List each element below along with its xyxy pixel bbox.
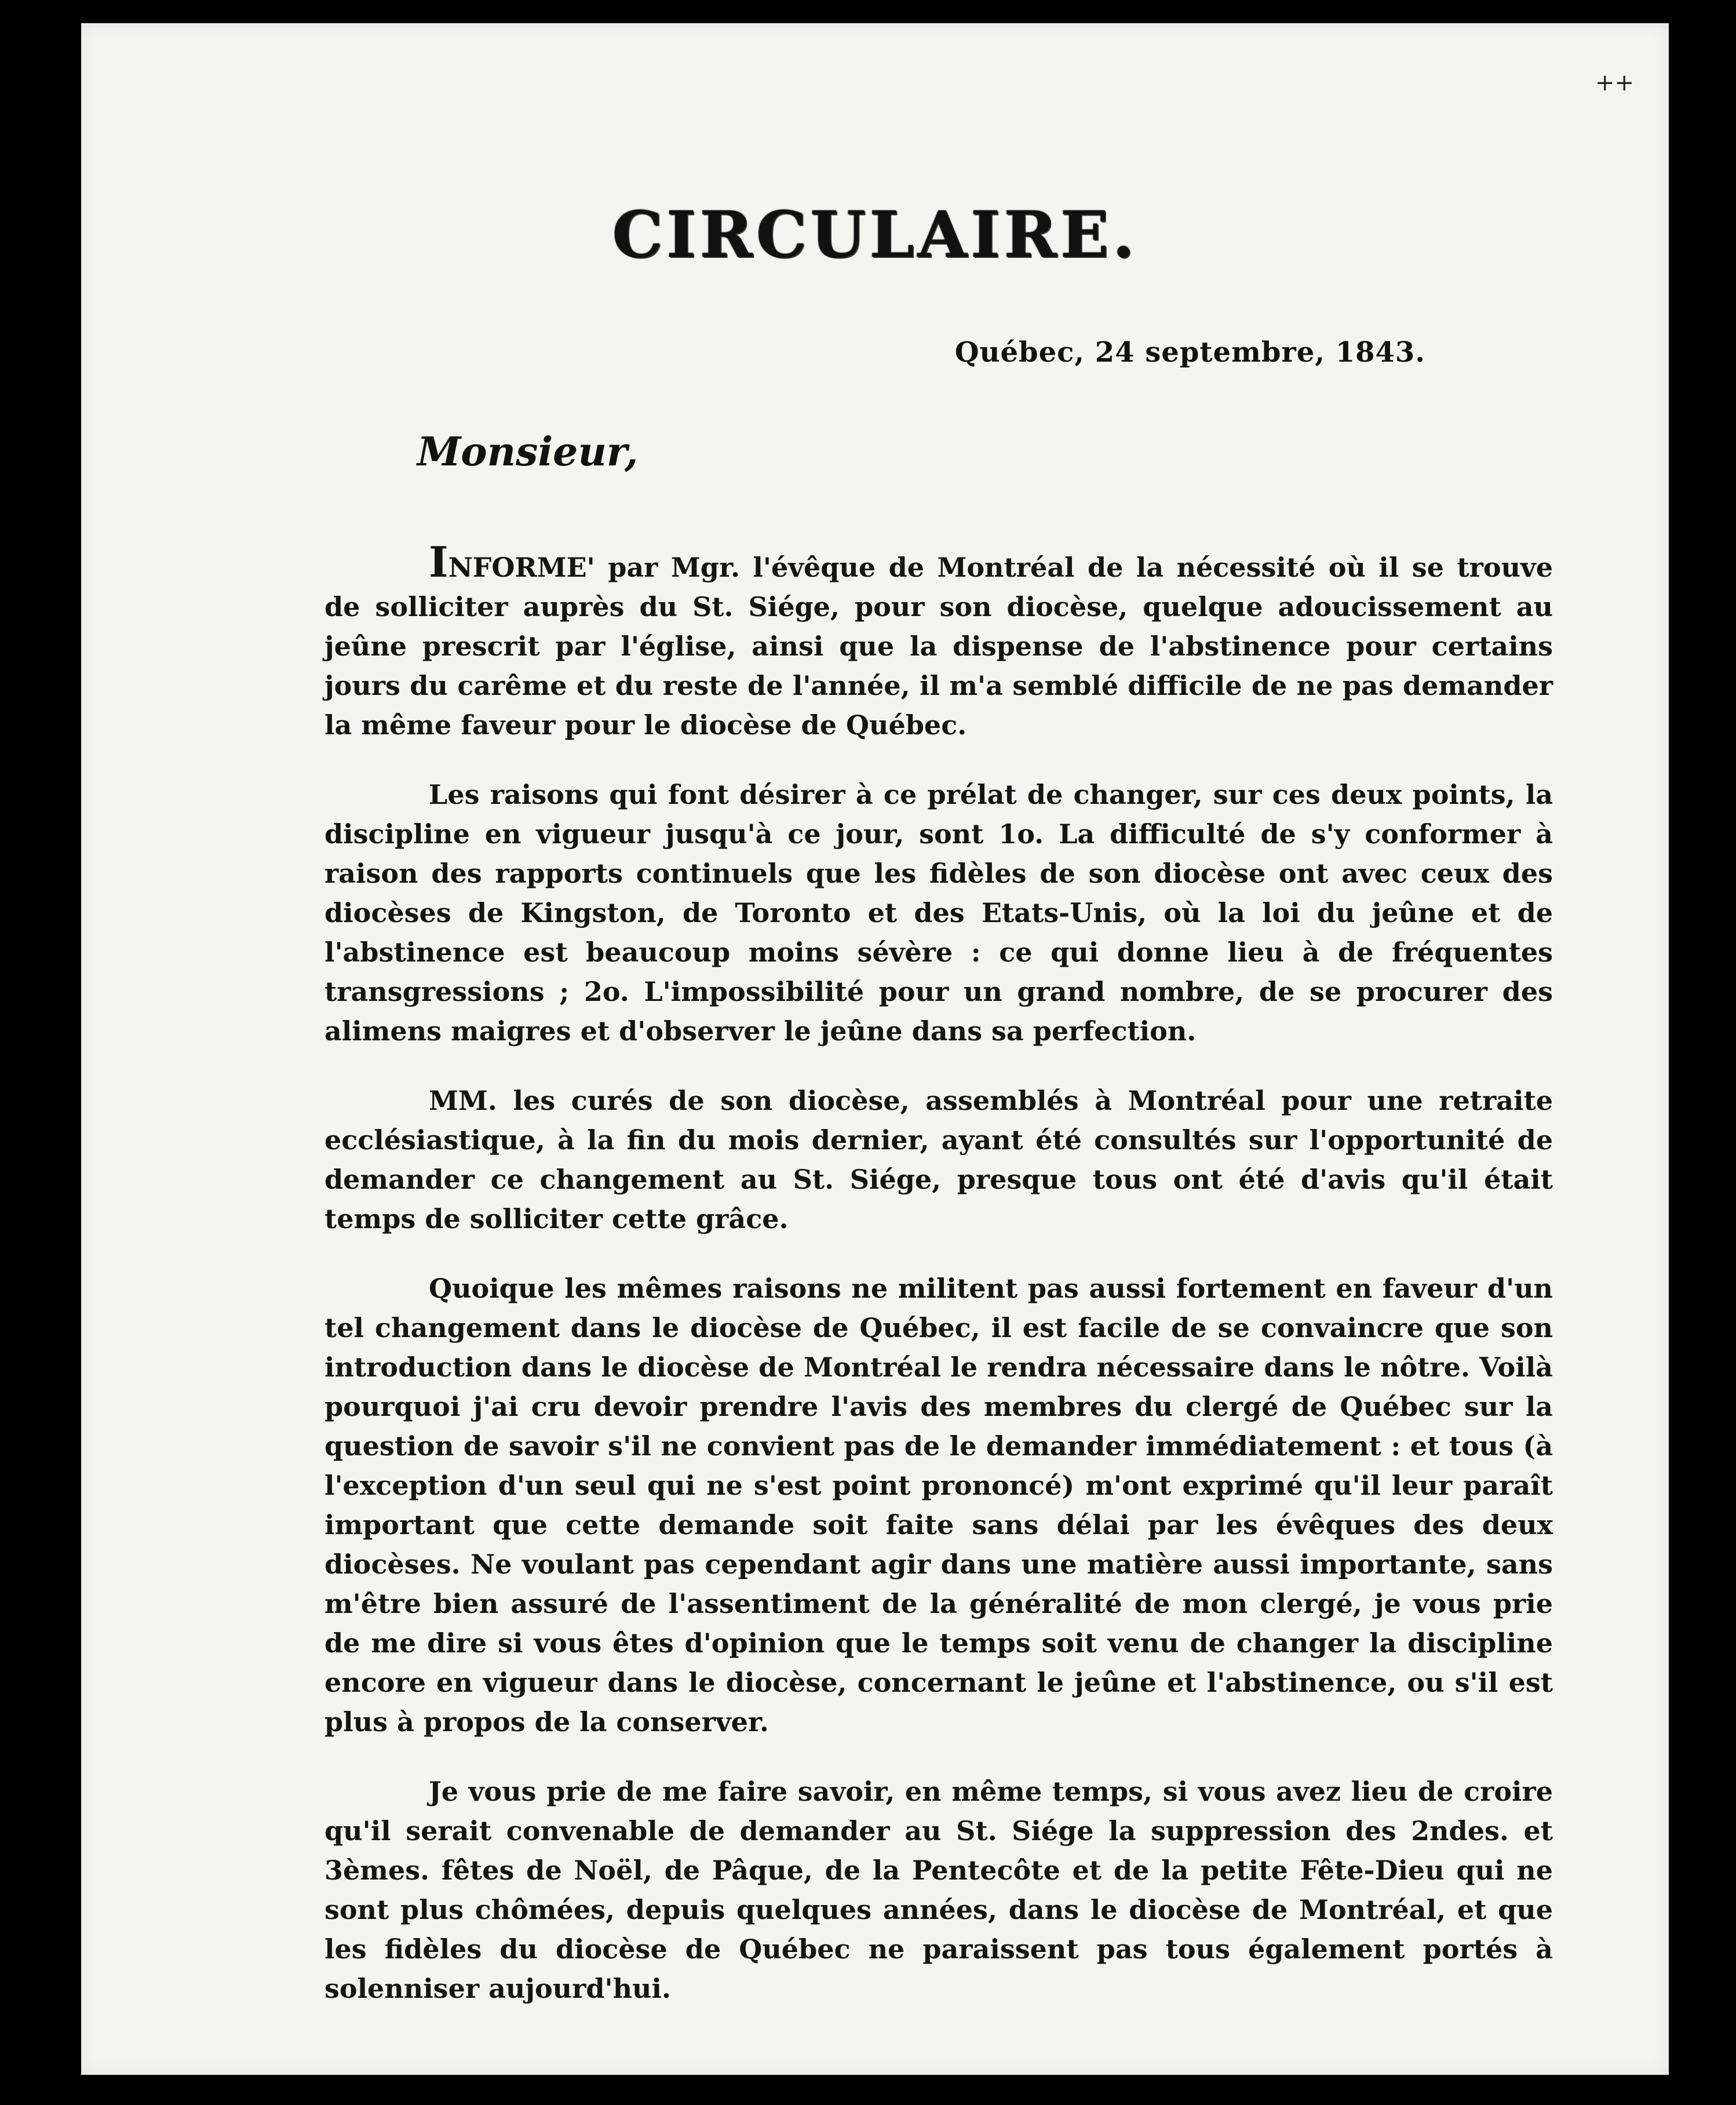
paragraph-initial: I [429,537,448,587]
salutation: Monsieur, [417,429,639,475]
letter-body [324,537,1553,2038]
paragraph-4: Quoique les mêmes raisons ne militent pas aussi fortement en faveur d'un tel changement dans le diocèse de Québec, il est facile de se convaincre que son introduction dans le diocèse de Montréal le rendra nécessaire dans le nôtre. Voilà pourquoi j'ai cru devoir prendre l'avis des membres du clergé de Québec sur la question de savoir s'il ne convient pas de le demander immédiatement : et tous (à l'exception d'un seul qui ne s'est point prononcé) m'ont exprimé qu'il leur paraît important que cette demande soit faite sans délai par les évêques des deux diocèses. Ne voulant pas cependant agir dans une matière aussi importante, sans m'être bien assuré de l'assentiment de la généralité de mon clergé, je vous prie de me dire si vous êtes d'opinion que le temps soit venu de changer la discipline encore en vigueur dans le diocèse, concernant le jeûne et l'abstinence, ou s'il est plus à propos de la conserver. [324,1273,1553,1738]
corner-mark: ++ [1595,70,1634,96]
paragraph-3: MM. les curés de son diocèse, assemblés à Montréal pour une retraite ecclésiastique, à la fin du mois dernier, ayant été consultés sur l'opportunité de demander ce changement au St. Siége, presque tous ont été d'avis qu'il était temps de solliciter cette grâce. [324,1085,1553,1234]
paragraph-text: NFORME' par Mgr. l'évêque de Montréal de la nécessité où il se trouve de solliciter auprès du St. Siége, pour son diocèse, quelque adoucissement au jeûne prescrit par l'église, ainsi que la dispense de l'abstinence pour certains jours du carême et du reste de l'année, il m'a semblé difficile de ne pas demander la même faveur pour le diocèse de Québec. [324,552,1553,741]
paragraph-5: Je vous prie de me faire savoir, en même temps, si vous avez lieu de croire qu'il serait convenable de demander au St. Siége la suppression des 2ndes. et 3èmes. fêtes de Noël, de Pâque, de la Pentecôte et de la petite Fête-Dieu qui ne sont plus chômées, depuis quelques années, dans le diocèse de Montréal, et que les fidèles du diocèse de Québec ne paraissent pas tous également portés à solenniser aujourd'hui. [324,1776,1553,2004]
paragraph-1 [324,537,1553,745]
document-page [81,23,1669,2075]
paragraph-2: Les raisons qui font désirer à ce prélat de changer, sur ces deux points, la discipline en vigueur jusqu'à ce jour, sont 1o. La difficulté de s'y conformer à raison des rapports continuels que les fidèles de son diocèse ont avec ceux des diocèses de Kingston, de Toronto et des Etats-Unis, où la loi du jeûne et de l'abstinence est beaucoup moins sévère : ce qui donne lieu à de fréquentes transgressions ; 2o. L'impossibilité pour un grand nombre, de se procurer des alimens maigres et d'observer le jeûne dans sa perfection. [324,779,1553,1047]
dateline: Québec, 24 septembre, 1843. [954,336,1425,369]
document-title: CIRCULAIRE. [612,197,1138,272]
